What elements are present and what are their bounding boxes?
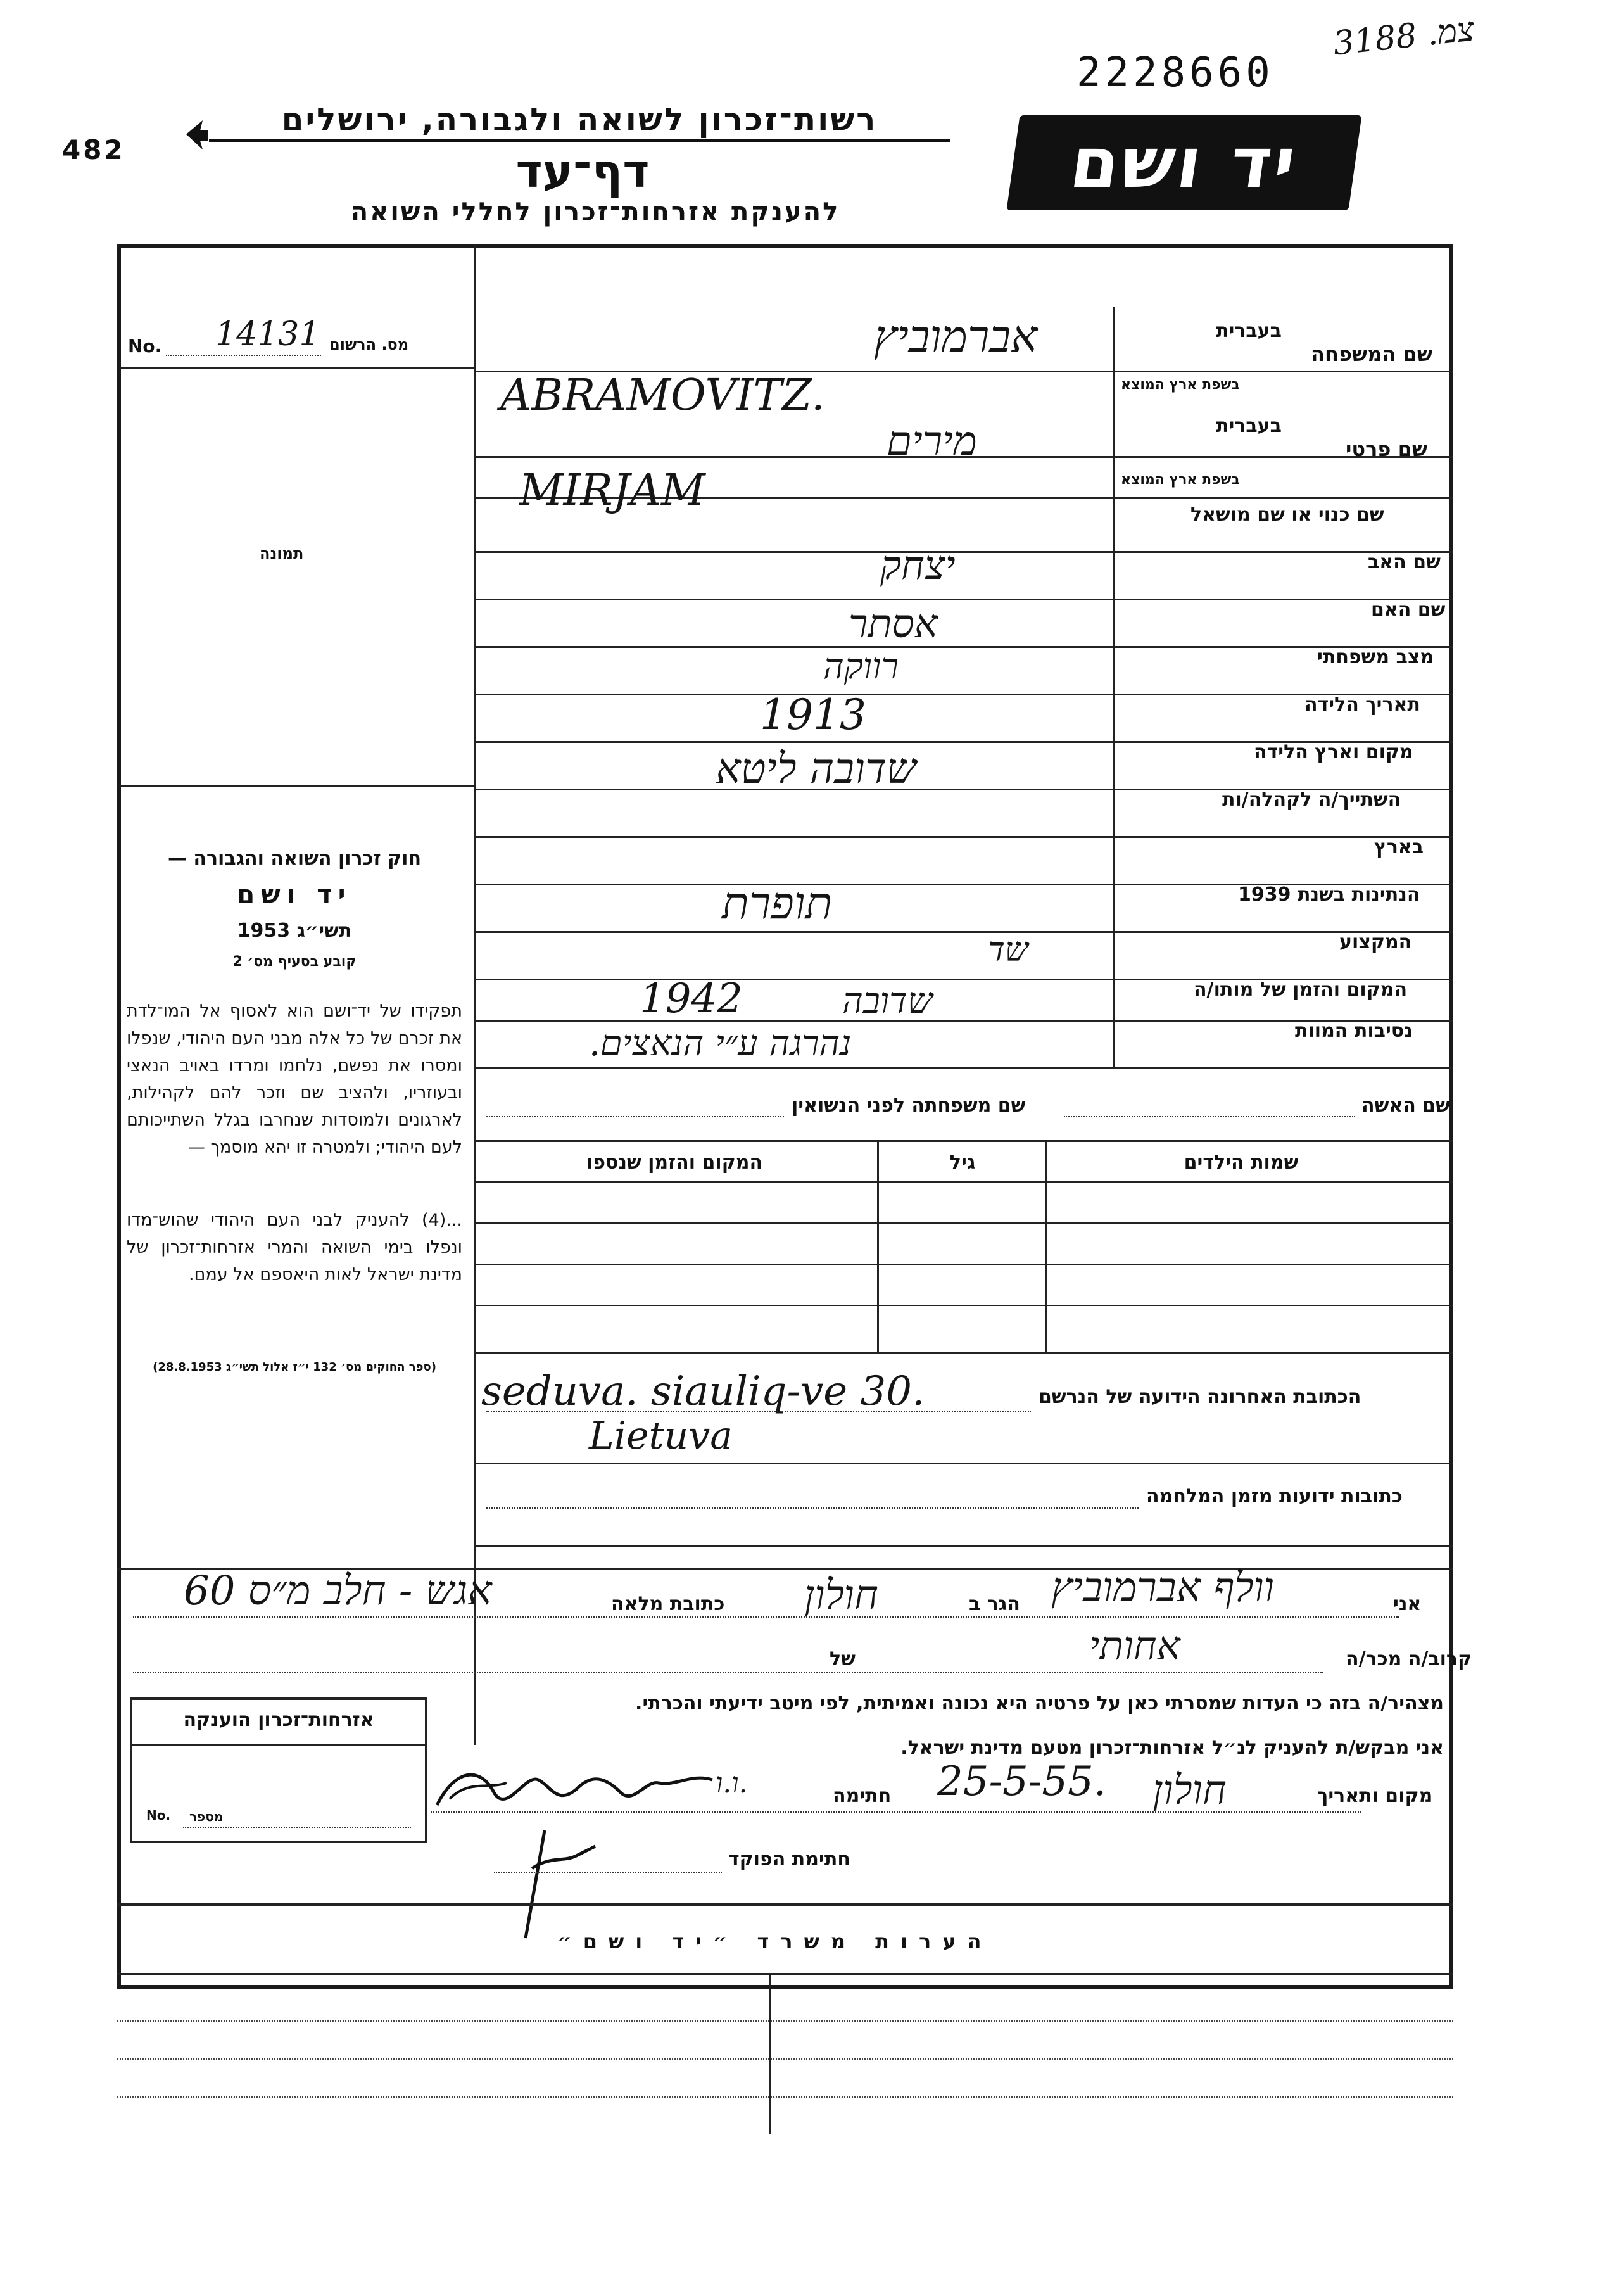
origin-language-label-2: בשפת ארץ המוצא — [1121, 472, 1240, 488]
last-address-value: seduva. siauliq-ve 30. — [481, 1368, 925, 1415]
last-address-country: Lietuva — [589, 1414, 733, 1458]
page-subtitle: להענקת אזרחות־זכרון לחללי השואה — [350, 198, 840, 227]
death-place-value-2: שדובה — [842, 980, 933, 1022]
law-text-1: תפקידו של יד־ושם הוא לאסוף אל המו־לדת את זכרם של כל אלה מבני העם היהודי, שנפלו ומסרו את נפשם, נלחמו ומרדו באויב הנאצי ובעוזריו, ולהציב שם וזכר להם לקהילות, לארגונים ולמוסדות שנחרבו בגלל השתייכותם לעם היהודי; ולמטרה זו יהא מוסמך — — [127, 1001, 462, 1157]
law-reference: (ספר החוקים מס׳ 132 י״ז אלול תשי״ג 28.8.1953) — [153, 1360, 436, 1374]
death-place-value: שד — [988, 931, 1028, 969]
country-label: בארץ — [1374, 836, 1424, 858]
registration-label: מס. הרשום — [329, 336, 409, 353]
law-name: יד ושם — [237, 880, 352, 910]
left-column-divider — [474, 244, 476, 1745]
marital-label: מצב משפחתי — [1317, 646, 1434, 668]
label-column-divider — [1113, 307, 1115, 1067]
table-row — [474, 1222, 1453, 1224]
mother-value: אסתר — [849, 600, 938, 647]
death-year-value: 1942 — [640, 975, 743, 1022]
residing-value: חולון — [804, 1572, 878, 1619]
family-name-label: שם המשפחה — [1311, 342, 1433, 366]
relative-label: קרוב/ה מכר/ה — [1346, 1648, 1472, 1670]
birth-place-label: מקום וארץ הלידה — [1254, 741, 1413, 763]
relative-value: אחותי — [1089, 1623, 1180, 1669]
maiden-name-label: שם משפחתה לפני הנשואין — [792, 1094, 1026, 1117]
of-label: של — [830, 1648, 856, 1670]
last-address-label: הכתובת האחרונה הידועה של הנרשם — [1039, 1386, 1361, 1408]
origin-language-label-1: בשפת ארץ המוצא — [1121, 377, 1240, 393]
signature-label: חתימה — [833, 1785, 892, 1807]
signature-value: ו.ו. — [716, 1767, 748, 1799]
residing-label: הגר ב — [969, 1593, 1020, 1615]
profession-value: תופרת — [722, 877, 833, 929]
community-label: השתייך/ה לקהלה/ות — [1222, 789, 1401, 811]
registration-number: 14131 — [215, 315, 320, 353]
law-clause: קובע בסעיף מס׳ 2 — [232, 954, 357, 970]
address-value: אגש - חלב מ״ס 60 — [184, 1568, 492, 1614]
pointing-hand-icon — [184, 115, 209, 152]
hebrew-label-1: בעברית — [1216, 320, 1282, 342]
date-value: 25-5-55. — [937, 1758, 1107, 1805]
photo-label: תמונה — [260, 545, 304, 562]
authority-name: רשות־זכרון לשואה ולגבורה, ירושלים — [209, 101, 950, 142]
official-signature-label: חתימת הפוקד — [728, 1848, 850, 1870]
children-header-place: המקום והזמן שנספו — [586, 1151, 763, 1174]
citizenship-box-title: אזרחות־זכרון הוענקה — [183, 1709, 374, 1731]
declarant-signature — [431, 1754, 722, 1824]
i-label: אני — [1393, 1593, 1422, 1615]
yad-vashem-logo: יד ושם — [1006, 115, 1361, 210]
first-name-latin: MIRJAM — [519, 466, 705, 516]
place-date-label: מקום ותאריך — [1317, 1785, 1433, 1807]
citizenship-box-no: No. — [146, 1808, 171, 1823]
profession-label: המקצוע — [1339, 931, 1412, 953]
registration-prefix: No. — [128, 336, 162, 357]
table-row — [474, 1264, 1453, 1265]
table-row — [474, 1305, 1453, 1306]
page-title: דף־עד — [515, 144, 650, 198]
wife-name-label: שם האשה — [1361, 1094, 1450, 1117]
statement-text: מצהיר/ה בזה כי העדות שמסרתי כאן על פרטיה היא נכונה ואמיתית, לפי מיטב ידיעתי והכרתי. — [635, 1692, 1444, 1715]
page-number: 482 — [62, 134, 125, 165]
declarant-name: וולף אברמוביץ — [1051, 1564, 1275, 1611]
citizenship-box-number-label: מספר — [189, 1809, 224, 1824]
serial-number: 2228660 — [1077, 49, 1274, 96]
corner-note: 3צמ. 188 — [1331, 10, 1477, 63]
first-name-label: שם פרטי — [1346, 437, 1428, 461]
birth-place-value: שדובה ליטא — [716, 744, 916, 793]
first-name-hebrew: מירים — [887, 418, 977, 465]
request-text: אני מבקש/ת להעניק לנ״ל אזרחות־זכרון מטעם מדינת ישראל. — [900, 1737, 1444, 1759]
place-value: חולון — [1152, 1767, 1227, 1814]
law-year: תשי״ג 1953 — [237, 920, 352, 942]
law-title: חוק זכרון השואה והגבורה — — [167, 847, 422, 870]
family-name-latin: ABRAMOVITZ. — [500, 371, 825, 421]
notes-label: הערות משרד ״יד ושם״ — [557, 1929, 993, 1953]
father-label: שם האב — [1368, 551, 1441, 573]
father-value: יצחק — [880, 542, 956, 588]
children-header-names: שמות הילדים — [1184, 1151, 1299, 1174]
citizenship-label: הנתינות בשנת 1939 — [1238, 884, 1420, 906]
children-header-age: גיל — [949, 1151, 976, 1174]
law-text-2: ...(4) להעניק לבני העם היהודי שהוש־מדו ונפלו בימי השואה והמרי אזרחות־זכרון של מדינת ישראל לאות היאספם אל עמם. — [127, 1210, 462, 1284]
mother-label: שם האם — [1371, 599, 1446, 621]
death-circumstances-label: נסיבות המוות — [1295, 1020, 1413, 1042]
death-place-label: המקום והזמן של מותו/ה — [1194, 979, 1408, 1001]
wartime-address-label: כתובות ידועות מזמן המלחמה — [1146, 1485, 1403, 1507]
birth-date-value: 1913 — [760, 690, 866, 739]
nickname-label: שם כנוי או שם מושאל — [1190, 504, 1384, 526]
family-name-hebrew: אברמוביץ — [874, 310, 1038, 362]
marital-value: רווקה — [823, 646, 899, 687]
birth-date-label: תאריך הלידה — [1304, 694, 1420, 716]
address-label: כתובת מלאה — [611, 1593, 725, 1615]
death-circumstances-value: נהרגה ע״י הנאצים. — [589, 1023, 852, 1064]
citizenship-granted-box — [130, 1697, 427, 1843]
hebrew-label-2: בעברית — [1216, 415, 1282, 437]
